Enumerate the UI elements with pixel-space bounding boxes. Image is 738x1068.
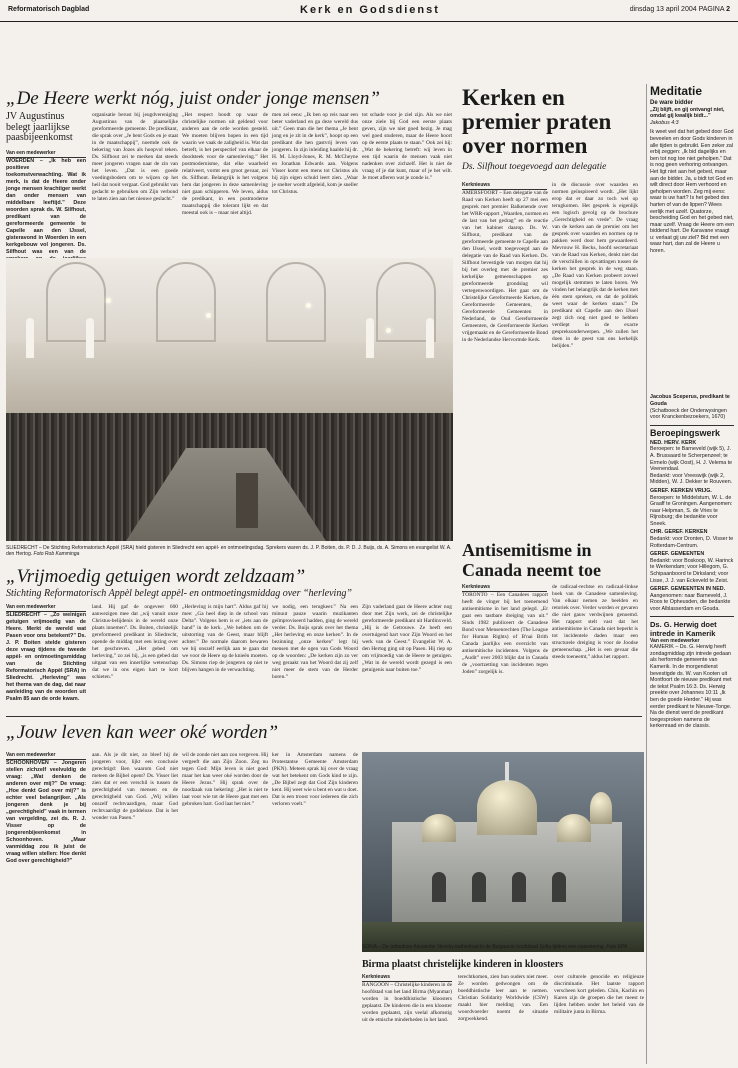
sidebar <box>650 84 734 1064</box>
article1-kicker: Van een medewerker <box>6 150 86 158</box>
cathedral-arch <box>472 872 486 902</box>
article5-col1: SCHOONHOVEN – Jongeren stellen zichzelf veelvuldig de vraag: „Wat denken de anderen over mij?” De vraag: „Hoe denkt God over mij?” is echter veel belangrijker. „Als jongeren denk je bij „gerechtigheid” vaak in termen van vergelding, zei ds. R. J. Visser op de jongerenbijeenkomst in Schoonhoven. „Maar vanmiddag zou ik juist de vraag willen stellen: Hoe denkt God over gerechtigheid?” <box>6 760 86 864</box>
article3-col1: SLIEDRECHT – „Zo weinigen getuigen vrijmoedig van de Heere. Merkt de wereld wat Pasen voor ons betekent?” Ds. J. P. Boiten stelde gisteren deze vraag tijdens de tweede appèl- en ontmoetingsmiddag van de Stichting Reformatorisch Appèl (SRA) in Sliedrecht. „Herleving” was het thema van de dag, dat naar aanleiding van de woorden uit Psalm 85 aan de orde kwam. <box>6 612 86 702</box>
article6-headline: Birma plaatst christelijke kinderen in kloosters <box>362 959 564 970</box>
article1-col5: tot schade voor je ziel zijn. Als we niet onze ziele bij God een eerste plaats geven, zijn we niet goed bezig. Je mag wel goed studeren, maar de Heere hoort op de eerste plaats te staan.” Ook zei hij: „Wat de bekering betreft: wij leven in een tijd waarin de mensen vaak niet nadenken over zichzelf. Het is niet de vraag of je dat kunt, maar of je het wilt. Je moet afleren wat je zonde is.” <box>362 112 452 181</box>
cathedral-photo <box>362 752 644 942</box>
cathedral-dome <box>557 814 591 842</box>
article2-subhead: Ds. Silfhout toegevoegd aan delegatie <box>462 162 607 172</box>
beroepingswerk-entry: Bedankt: voor Dronten, D. Visser te Rotterdam-Centrum. <box>650 536 734 549</box>
sidebar-divider <box>646 84 647 1064</box>
church-window <box>86 318 94 358</box>
photo1-caption: SLIEDRECHT – De Stichting Reformatorisch Appèl (SRA) hield gisteren in Sliedrecht een appèl- en ontmoetingsdag. Sprekers waren ds. J. P. Boiten, ds. P. D. J. Buijs, ds. A. Simons en evangelist W. A. den Hertog. Foto Rob Kamminga <box>6 545 452 557</box>
church-arch <box>156 262 216 342</box>
church-window <box>26 318 34 358</box>
beroepingswerk-title: Beroepingswerk <box>650 427 721 438</box>
church-lamp <box>386 328 391 333</box>
beroepingswerk-entry: Bedankt: voor Vreeswijk (wijk 2, Midden), W. J. Dekker te Rouveen. <box>650 472 733 486</box>
section-title: Kerk en Godsdienst <box>300 4 440 16</box>
church-pulpit <box>236 473 258 528</box>
article4-kicker: Kerknieuws <box>462 584 547 592</box>
article1-headline: „De Heere werkt nóg, juist onder jonge mensen” <box>6 88 380 109</box>
cathedral-arch <box>432 872 446 902</box>
article1-subhead: JV Augustinus belegt jaarlijkse paasbijeenkomst <box>6 111 73 143</box>
article6-col3: over culturele genocide en religieuze discriminatie. Het laatste rapport verscheen kort geleden. Chin, Kachin en Karen zijn de groepen die het meest te lijden hebben onder het beleid van de militaire junta in Birma. <box>554 974 644 1015</box>
beroepingswerk-church: GEREF. KERKEN VRIJG. <box>650 487 712 494</box>
cathedral-spire <box>505 762 509 782</box>
cathedral-arch <box>552 872 566 902</box>
intrede-text: KAMERIK – Ds. G. Herwig heeft zondagmiddag zijn intrede gedaan als herformde gemeente van Kamerik. In de morgendienst bevestigde ds. W. van Kooten uit Montfoort de nieuwe predikant met de tekst Psalm 16:3. Ds. Herwig preekte over Johannes 10:11 „Ik ben de goede Herder.” Hij was eerder predikant te Nieuwe-Tonge. Na de dienst werd de predikant toegesproken namens de kerkenraad en de classis. <box>650 644 732 730</box>
article1-col4: men zei eens: „Ik ben op reis naar een beter vaderland en ga deze wereld dus uit.” Geen man die het thema „Je bent jong en je zit in de kerk”, hoopt op een predikant die hen gastvrij leven van jongeren. In zijn inleiding haalde hij dr. H. M. Lloyd-Jones, R. M. McCheyne en Jonathan Edwards aan. Volgens Visser komt een mens tot Christus als hij zijn eigen schuld leert zien. „Waar je snelter wordt afgeleid, kom je sneller tot Christus. <box>272 112 358 195</box>
article3-col3: „Herleving is mijn hart”. Aldus gaf hij mee: „Ga heel diep in de school van Delta”. Volgens hem is er „iets aan de hand” in de kerk. „We hebben om de uitstorting van de Geest, maar blijft achter.” De normale daarom bewaren we bij onszelf eerlijk aan te gaan dat we voor de Heere op de knieën moeten. Ds. Simons riep de jongeren op niet te blijven hangen in de verwachting. <box>182 604 268 673</box>
sidebar-rule <box>650 425 734 426</box>
church-photo <box>6 258 453 541</box>
church-lamp <box>306 303 311 308</box>
article5-headline: „Jouw leven kan weer oké worden” <box>6 722 279 743</box>
article5-col3: wil de zonde niet aan zou vergeven. Hij vergeeft die aan Zijn Zoon. Zeg nu tegen God: Mijn leven is niet goed maar het kan weer oké worden door de Heere Jezus.” Hij sprak over de noodzaak van bekering: „Het is niet te laat voor wie tot de Heere gaat met een gebroken hart. God laat het niet.” <box>182 752 268 807</box>
masthead <box>0 0 738 22</box>
article1-col2: organisatie berust bij jeugdvereniging Augustinus van de plaatselijke gereformeerde gemeente. De predikant, die sprak over „Je bent Gods en je staat in de maatschappij”, noemde ook de bekering van Jozes als hoopvol teken. Ds. Silfhout zei te merken dat steeds meer jongeren vragen naar de zin van het leven. „Dat is een goede voedingsbodem om te wijzen op het heil dat nooit vergaat. God gebruikt van gedacht te gebruiken om Zijn verbond te laten zien aan het nieuwe geslacht.” <box>92 112 178 202</box>
article3-col2: land. Hij gaf de ongeveer 600 aanwezigen mee dat „wij vanuit onze Christus-belijdenis in de wereld onze plaats innemen”. Ds. Boiten, christelijk gereformeerd predikant in Sliedrecht, opende de middag met een lezing over het geschreven. „Het gebed om herleving,” zo zei hij, „is een gebed dat uitgaat van een innerlijke wetenschap dat we in ons eigen hart te kort schieten.” <box>92 604 178 680</box>
beroepingswerk-list <box>650 440 734 613</box>
article3-subhead: Stichting Reformatorisch Appèl belegt appèl- en ontmoetingsmiddag over “herleving” <box>6 588 352 599</box>
article3-col5: Zijn vaderland gaat de Heere achter nog door met Zijn werk, zei de christelijke gereformeerde predikant uit Hardinxveld. „Hij is de Getrouwe. Ze heeft een overtuigend hart voor Zijn Woord en het werk van de Geest.” Evangelist W. A. den Hertog ging uit op Pasen. Hij riep op om vrijmoedig van de Heere te getuigen. „Wat in de wereld wordt gezegd is een getuigenis naar buiten toe.” <box>362 604 452 673</box>
beroepingswerk-church: CHR. GEREF. KERKEN <box>650 529 708 536</box>
article6-col1: RANGOON – Christelijke kinderen in de hoofdstad van het land Birma (Myanmar) worden in boeddhistische kloosters geplaatst. De kinderen die in een klooster worden geplaatst, zijn veelal afkomstig uit de etnische minderheden in het land. <box>362 982 452 1023</box>
church-lamp <box>106 298 111 303</box>
meditatie-note: (Schatboeck der Onderwysingen voor Kranckenbezoekers, 1670) <box>650 407 727 421</box>
article2-col1: AMERSFOORT – Een delegatie van de Raad van Kerken heeft op 27 mei een gesprek met premier Balkenende over het WRR-rapport „Waarden, normen en de last van het gedrag” en de reactie van het kabinet daarop. Ds. W. Silfhout, predikant van de gereformeerde gemeente te Capelle aan den IJssel, wordt toegevoegd aan de delegatie van de Raad van Kerken. Ds. Silfhout bevestigde van morgen dat hij bij het overleg met de premier zes kerkelijke gemeenschappen op gereformeerde grondslag wil vertegenwoordigen. Het gaat om de Christelijke Gereformeerde Kerken, de Gereformeerde Gemeenten, de Gereformeerde Gemeenten in Nederland, de Oud Gereformeerde Gemeenten, de Gereformeerde Kerken vrijgemaakt en de Gereformeerde Bond in de Nederlandse Hervormde Kerk. <box>462 190 548 343</box>
article6-kicker: Kerknieuws <box>362 974 452 982</box>
sidebar-rule <box>650 616 734 617</box>
meditatie-title: Meditatie <box>650 84 703 98</box>
church-arch <box>266 262 326 342</box>
beroepingswerk-entry: Aangenomen: naar Barneveld, J. Roos te Opheusden, die bedankte voor Alblasserdam en Gouda. <box>650 592 731 612</box>
article4-col1: TORONTO – Een Canadees rapport heeft de vinger bij het toenemend antisemitisme in het land gelegd. „Er gaat een tastbare dreiging van uit.” Sinds 1982 publiceert de Canadese Bond voor Mensenrechten (The League for Human Rights) of B'nai Brith Canada jaarlijks een overzicht van antisemitische incidenten. Volgens de „Audit” over 2003 blijkt dat in Canada de „voortzetting van incidenten tegen Joden” zorgelijk is. <box>462 592 548 675</box>
article5-kicker: Van een medewerker <box>6 752 86 760</box>
meditatie-text: Ik weet wel dat het gebed door God beveelen en door Gods kinderen in alle tijden is gebruikt. Een zeker zal erbij zeggen: „Ik bid dagelijks en ben tot nog toe niet geholpen.” Dat is nog geen verhoring ontvangen. Het ligt niet aan het gebed, maar aan de bidder. Ja, u bidt tot God en wilt direct door Hem verhoord en geholpen worden. Zeg mij eens: waar is uw hart? Is het gebed des harten of van de lippen? Wees eerlijk met uzelf. Quatorze, bescheiding God en het gebed niet, maar uzelf. Vraag de Heere om een biddend hart. De Karavane vraagt u: verlaat gij uw ziel? Bid met een waar hart, dan zal de Heere u horen. <box>650 129 735 255</box>
beroepingswerk-church: GEREF. GEMEENTEN IN NED. <box>650 586 726 593</box>
cathedral-dome <box>590 792 612 824</box>
church-window <box>366 318 374 358</box>
meditatie-subtitle: De ware bidder <box>650 100 694 106</box>
meditatie-author: Jacobus Sceperus, predikant te Gouda <box>650 394 730 407</box>
article2-kicker: Kerknieuws <box>462 182 547 190</box>
intrede-kicker: Van een medewerker <box>650 637 700 644</box>
article3-headline: „Vrijmoedig getuigen wordt zeldzaam” <box>6 566 306 587</box>
church-lamp <box>206 313 211 318</box>
beroepingswerk-entry: Bedankt: voor Boskoop, W. Harinck te Werkendam; voor Hillegom, G. Schipaanboord te Dirksland; voor Lisse, J. J. van Eckeveld te Zeist. <box>650 557 734 584</box>
intrede-title: Ds. G. Herwig doet intrede in Kamerik <box>650 619 717 638</box>
article3-col4: we nodig, een terugkeer.” Na een minuut pauze waarin muzikanten geïmproviseerd hadden, ging de wereld verder. Ds. Buijs sprak over het thema „Het herleving en onze kerken”. In de bezinning „onze kerken” legt hij mensen met de ogen van Gods Woord op de woorden: „De kerken zijn zo ver weg geraakt van het Woord dat zij zelf niet meer de stem van de Herder horen.” <box>272 604 358 680</box>
meditatie-verse: „Zij blijft, en gij ontvangt niet, omdat gij kwalijk bidt...” <box>650 106 725 120</box>
cathedral-arch <box>512 872 526 902</box>
cathedral-dome <box>477 780 537 835</box>
paper-name: Reformatorisch Dagblad <box>8 6 90 13</box>
page-date: dinsdag 13 april 2004 PAGINA 2 <box>629 6 730 13</box>
article2-headline: Kerken en premier praten over normen <box>462 85 612 158</box>
beroepingswerk-entry: Beroepen: te Middelstum, W. L. de Graaff te Groningen. Aangenomen: naar Helpman, S. de Vries te Rijnsburg; die bedankte voor Sneek. <box>650 494 733 527</box>
church-wall <box>6 343 453 418</box>
article1-col3: „Het respect boodt op waar de christelijke normen uit geldend voor anderen aan de orde worden gesteld. We moeten blijven hopen in een tijd waarin we vaak de zaligheid is. Wat dat betreft, is het perspectief van elkaar de doodsteek voor de samenleving.” Het postmodernisme, dat elke waarheid relativeert, vormt een groot gevaar, zei ds. Silfhout. Belangrijk is het volgens hem dat jongeren in deze samenleving niet gaan schipperen. We leven, aldus de predikant, in een postmoderne maatschappij die tolerant lijkt en dat meestal ook is – maar niet altijd. <box>182 112 268 216</box>
beroepingswerk-church: GEREF. GEMEENTEN <box>650 551 705 558</box>
article1-col1: WOERDEN – „Ik heb een positieve toekomstverwachting. Wat ik merk, is dat de Heere onder jonge mensen krachtiger werkt dan onder mensen van middelbare leeftijd.” Deze woorden sprak ds. W. Silfhout, predikant van de gereformeerde gemeente te Capelle aan den IJssel, gisteravond in Woerden in een kerkgebouw vol jongeren. Ds. Silfhout was een van de <box>6 158 86 255</box>
article2-col2: in de discussie over waarden en normen geïnspireerd wordt. „Het lijkt erop dat er daar zo toch wel op terugkomen. Het gesprek is eigenlijk een logisch gevolg op de brochure „Gerechtigheid en vrede”. De vraag van de kerken aan de premier om het gesprek over waarden en normen op te pakken werd door hem gewaardeerd. Mevrouw H. Becks, hoofd secretariaat van de Raad van Kerken, denkt niet dat de verschillen in opvattingen tussen de kerken het gesprek in de weg staan. „De Raad van Kerken probeert zoveel mogelijk stemmen te laten horen. We vinden het belangrijk dat de kerken met één stem spreken, en dat de politiek weet waar de kerken staan.” De predikant uit Capelle aan den IJssel zegt zich nog niet goed te hebben verdiept in de exacte gespreksonderwerpen. „We zullen het doen in de geest van ons kerkelijk belijden.” <box>552 182 638 349</box>
article4-headline: Antisemitisme in Canada neemt toe <box>462 540 601 580</box>
article6-col2: terechtkomen, zien hun ouders niet meer. Ze worden gedwongen om de boeddhistische leer aan te nemen. Christian Solidarity Worldwide (CSW) maakt hier melding van. Een woordvoerder noemt de situatie zorgwekkend. <box>458 974 548 1022</box>
article5-col2: aan. Als je dit niet, zo bleef hij de jongeren voor, lijkt een conclusie gerechtigd: Ben waarom God niet meteen de Bijbel opent? Ds. Visser liet zien dat er een verschil is tussen de gerechtigheid van mensen en de gerechtigheid van God. „Wij willen onszelf rechtvaardigen, maar God rechtvaardigt de goddeloze. Dat is het wonder van Pasen.” <box>92 752 178 821</box>
beroepingswerk-church: NED. HERV. KERK <box>650 439 697 446</box>
church-arch <box>46 262 106 342</box>
photo2-caption: SOFIA – De orthodoxe Alexander Nevsky-kathedraal in de Bulgaarse hoofdstad Sofia tijdens een paasviering. Foto EPA <box>362 944 628 950</box>
article4-col2: de radicaal-rechtse en radicaal-linkse hoek van de Canadese samenleving. Van elkaar nemen ze beelden en retoriek over. Verder worden er gevaren die niet gauw verdwijnen genoemd. Het rapport stelt vast dat het antisemitisme in Canada niet beperkt is tot incidentele daden maar een structurele dreiging is voor de Joodse gemeenschap. „Het is een gevaar die steeds toeneemt,” aldus het rapport. <box>552 584 638 660</box>
meditatie-ref: Jakobus 4:3 <box>650 119 679 126</box>
church-window <box>426 318 434 358</box>
beroepingswerk-entry: Beroepen: te Barneveld (wijk 5), J. A. Brussaard te Scherpenzeel; te Ermelo (wijk Oost), H. J. Velema te Veenendaal. <box>650 446 733 473</box>
section-divider <box>6 716 642 717</box>
article5-col4: ker in Amsterdam namens de Protestantse Gemeente Amsterdam (PKN). Meteen sprak hij over de vraag wat het betekent om Gods kind te zijn. „De Bijbel zegt dat God Zijn kinderen kent. Hij weet wie u bent en wat u doet. Dat is een troost voor iedereen die zich verloren voelt.” <box>272 752 358 807</box>
cathedral-dome <box>422 814 456 842</box>
article3-kicker: Van een medewerker <box>6 604 86 612</box>
